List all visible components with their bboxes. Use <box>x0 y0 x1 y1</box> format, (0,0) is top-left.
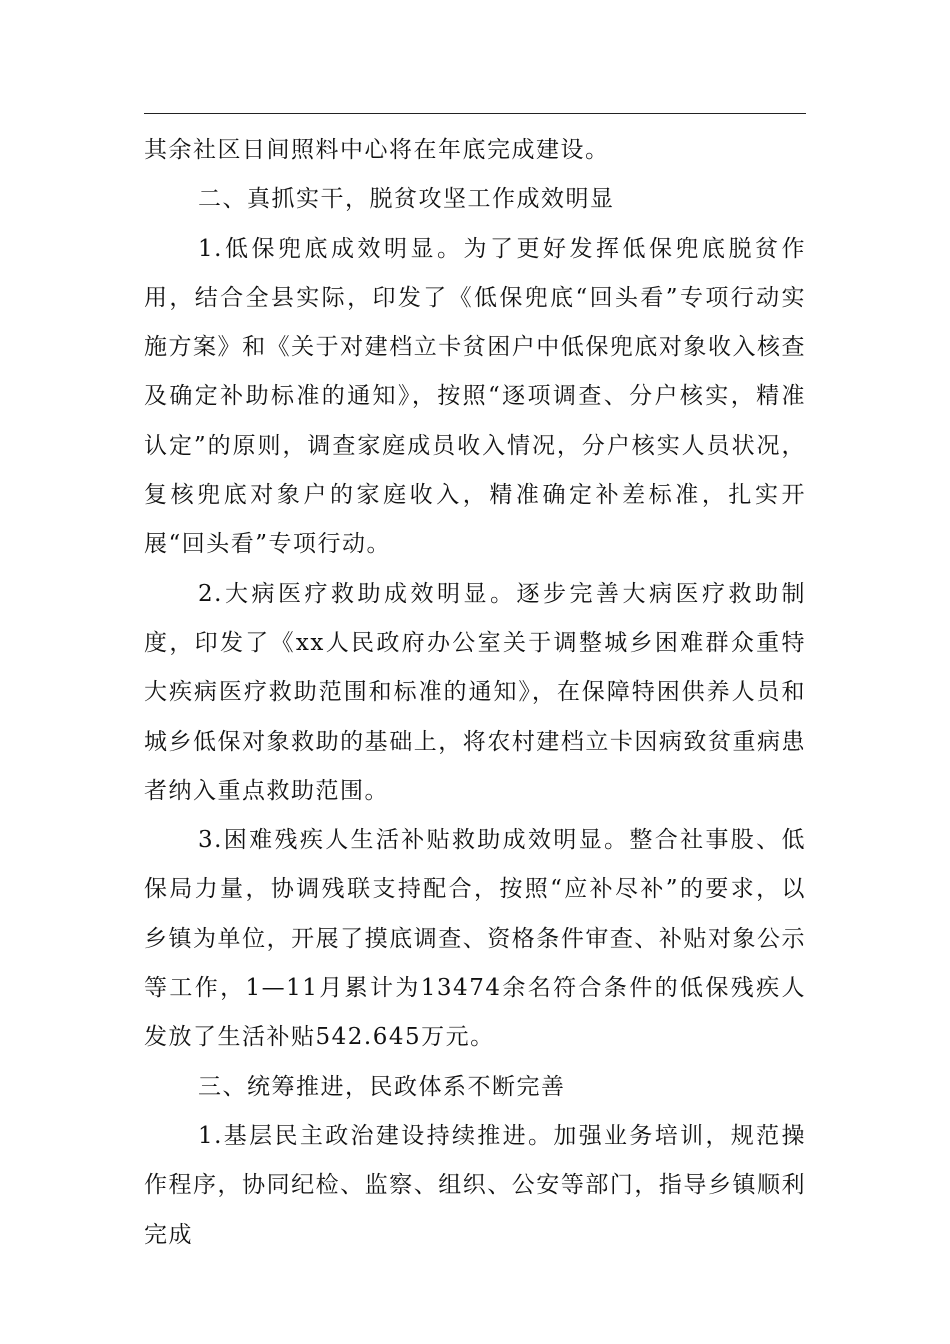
document-body <box>144 126 806 1260</box>
paragraph-grassroots-democracy: 1.基层民主政治建设持续推进。加强业务培训，规范操作程序，协同纪检、监察、组织、公安等部门，指导乡镇顺利完成 <box>144 1122 806 1248</box>
paragraph-medical-assistance: 2.大病医疗救助成效明显。逐步完善大病医疗救助制度，印发了《xx人民政府办公室关于调整城乡困难群众重特大疾病医疗救助范围和标准的通知》，在保障特困供养人员和城乡低保对象救助的基础上，将农村建档立卡因病致贫重病患者纳入重点救助范围。 <box>144 580 806 804</box>
paragraph-continuation: 其余社区日间照料中心将在年底完成建设。 <box>144 137 610 163</box>
paragraph-low-income-guarantee: 1.低保兜底成效明显。为了更好发挥低保兜底脱贫作用，结合全县实际，印发了《低保兜底“回头看”专项行动实施方案》和《关于对建档立卡贫困户中低保兜底对象收入核查及确定补助标准的通知》，按照“逐项调查、分户核实，精准认定”的原则，调查家庭成员收入情况，分户核实人员状况，复核兜底对象户的家庭收入，精准确定补差标准，扎实开展“回头看”专项行动。 <box>144 235 806 558</box>
paragraph-disability-subsidy: 3.困难残疾人生活补贴救助成效明显。整合社事股、低保局力量，协调残联支持配合，按照“应补尽补”的要求，以乡镇为单位，开展了摸底调查、资格条件审查、补贴对象公示等工作，1—11月累计为13474余名符合条件的低保残疾人发放了生活补贴542.645万元。 <box>144 827 806 1051</box>
header-rule <box>144 113 806 114</box>
section-heading-3: 三、统筹推进，民政体系不断完善 <box>198 1073 566 1100</box>
section-heading-2: 二、真抓实干，脱贫攻坚工作成效明显 <box>198 186 615 213</box>
